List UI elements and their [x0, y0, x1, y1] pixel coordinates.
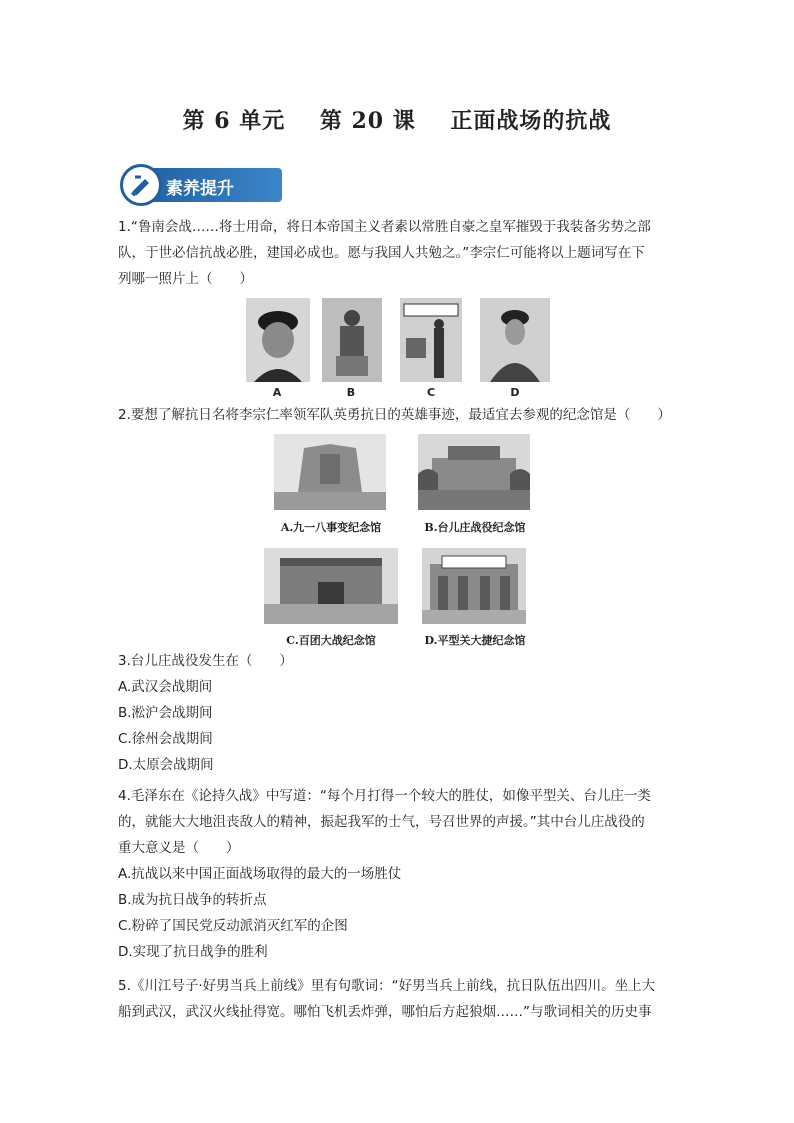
- photo-label-b: B: [346, 386, 356, 399]
- photo-d: [480, 298, 550, 382]
- q4-option: B.成为抗日战争的转折点: [118, 892, 267, 908]
- q4-line: 的，就能大大地沮丧敌人的精神，振起我军的士气，号召世界的声援。”其中台儿庄战役的: [118, 814, 645, 830]
- q3-option: C.徐州会战期间: [118, 731, 213, 747]
- banner-label: 素养提升: [166, 179, 234, 199]
- question-5: [118, 973, 688, 1025]
- memorial-caption-d: D.平型关大捷纪念馆: [424, 634, 526, 647]
- memorial-photo-c: [264, 548, 398, 624]
- page-title: 第 6 单元 第 20 课 正面战场的抗战: [182, 108, 612, 134]
- q1-line: 1.“鲁南会战……将士用命，将日本帝国主义者素以常胜自豪之皇军摧毁于我装备劣势之部: [118, 219, 651, 235]
- q3-option: D.太原会战期间: [118, 757, 214, 773]
- memorial-photo-b: [418, 434, 530, 510]
- photo-label-d: D: [510, 386, 520, 399]
- q4-option: D.实现了抗日战争的胜利: [118, 944, 268, 960]
- question-2-stem: 2.要想了解抗日名将李宗仁率领军队英勇抗日的英雄事迹，最适宜去参观的纪念馆是（ ）: [118, 407, 671, 423]
- q3-stem: 3.台儿庄战役发生在（ ）: [118, 653, 293, 669]
- pencil-icon: [120, 164, 162, 206]
- memorial-photo-d: [422, 548, 526, 624]
- photo-label-c: C: [426, 386, 436, 399]
- q4-option: A.抗战以来中国正面战场取得的最大的一场胜仗: [118, 866, 402, 882]
- photo-a: [246, 298, 310, 382]
- memorial-caption-b: B.台儿庄战役纪念馆: [424, 521, 526, 534]
- q4-line: 重大意义是（ ）: [118, 840, 240, 856]
- memorial-caption-c: C.百团大战纪念馆: [286, 634, 376, 647]
- q4-option: C.粉碎了国民党反动派消灭红军的企图: [118, 918, 348, 934]
- q5-line: 船到武汉，武汉火线扯得宽。哪怕飞机丢炸弹，哪怕后方起狼烟……”与歌词相关的历史事: [118, 1004, 652, 1020]
- question-4: [118, 783, 688, 965]
- q5-line: 5.《川江号子·好男当兵上前线》里有句歌词：“好男当兵上前线，抗日队伍出四川。坐上大: [118, 978, 656, 994]
- photo-b: [322, 298, 382, 382]
- photo-label-a: A: [272, 386, 282, 399]
- question-3: [118, 648, 688, 778]
- section-banner: [120, 164, 282, 206]
- q4-line: 4.毛泽东在《论持久战》中写道：“每个月打得一个较大的胜仗，如像平型关、台儿庄一类: [118, 788, 651, 804]
- question-1-stem: [118, 214, 688, 292]
- q1-line: 队，于世必信抗战必胜，建国必成也。愿与我国人共勉之。”李宗仁可能将以上题词写在下: [118, 245, 645, 261]
- photo-c: [400, 298, 462, 382]
- q1-line: 列哪一照片上（ ）: [118, 271, 253, 287]
- q3-option: A.武汉会战期间: [118, 679, 213, 695]
- q3-option: B.淞沪会战期间: [118, 705, 213, 721]
- memorial-photo-a: [274, 434, 386, 510]
- memorial-caption-a: A.九一八事变纪念馆: [280, 521, 382, 534]
